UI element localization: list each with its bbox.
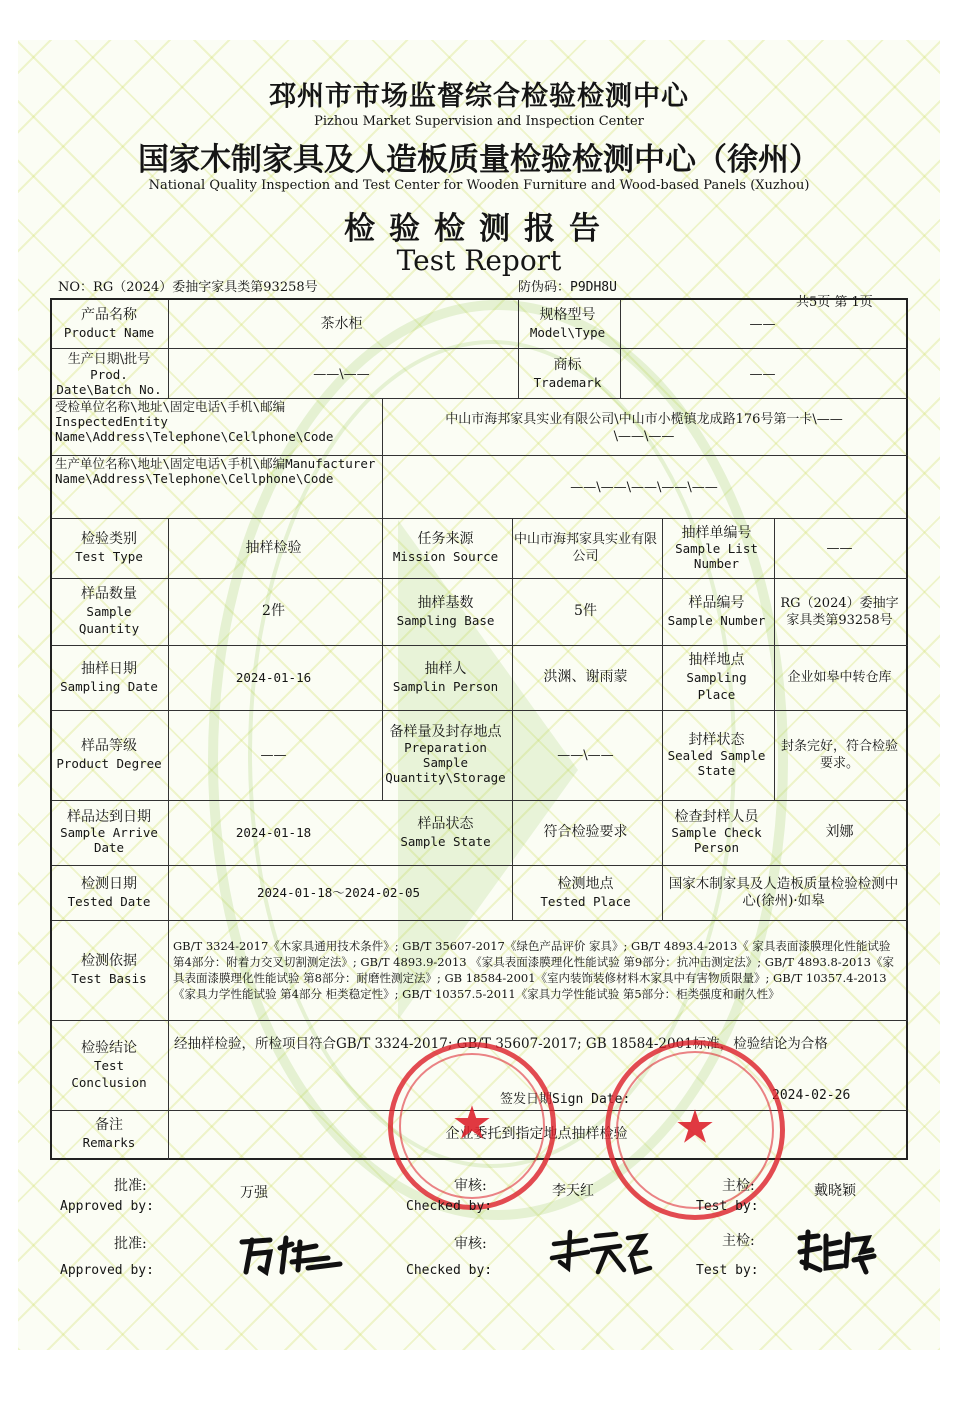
- model-value: ——: [749, 316, 776, 332]
- remarks-value: 企业委托到指定地点抽样检验: [445, 1125, 628, 1142]
- test-type-label: 检验类别 Test Type: [75, 531, 143, 564]
- tested-date-value: 2024-01-18～2024-02-05: [256, 885, 420, 900]
- check-label-en-2: Checked by:: [406, 1263, 493, 1278]
- tester-name: 戴晓颖: [814, 1183, 856, 1199]
- approve-label-cn-2: 批准:: [114, 1236, 147, 1252]
- trademark-value: ——: [749, 366, 776, 382]
- sign-date-value: 2024-02-26: [772, 1088, 851, 1103]
- manufacturer-value: ——\——\——\——\——: [570, 479, 718, 495]
- prod-date-value: ——\——: [313, 366, 370, 382]
- arrive-date-label: 样品达到日期 Sample Arrive Date: [60, 809, 158, 855]
- center-name-cn: 邳州市市场监督综合检验检测中心: [269, 81, 689, 112]
- arrive-date-value: 2024-01-18: [235, 825, 312, 840]
- sample-list-label: 抽样单编号 Sample List Number: [675, 524, 758, 571]
- test-basis-value: GB/T 3324-2017《木家具通用技术条件》; GB/T 35607-2017《绿色产品评价 家具》; GB/T 4893.4-2013《 家具表面漆膜理化性能试验 第4部分：附着力交叉切割测定法》; GB/T 4893.9-2013 《家具表面漆膜理化性能试验 第9部分：抗冲击测定法》; GB/T 4893.8-2013《家具表面漆膜理化性能试验 第8部分：耐磨性测定法》; GB 18584-2001《室内装饰装修材料木家具中有害物质限量》; GB/T 10357.4-2013《家具力学性能试验 第4部分 柜类稳定性》; GB/T 10357.5-2011《家具力学性能试验 第5部分：柜类强度和耐久性》: [173, 939, 894, 1001]
- product-name-label: 产品名称 Product Name: [63, 307, 155, 340]
- sample-state-label: 样品状态 Sample State: [400, 815, 491, 849]
- sealed-state-value: 封条完好，符合检验要求。: [780, 739, 898, 771]
- center-name-en: Pizhou Market Supervision and Inspection Center: [314, 114, 644, 129]
- check-person-label: 检查封样人员 Sample Check Person: [671, 809, 762, 855]
- tested-date-label: 检测日期 Tested Date: [67, 875, 151, 909]
- approve-label-cn: 批准:: [114, 1178, 147, 1194]
- checker-signature: [546, 1228, 656, 1282]
- anti-fake-code: 防伪码：P9DH8U: [518, 280, 617, 295]
- sampling-place-label: 抽样地点 Sampling Place: [686, 652, 747, 702]
- sampling-date-value: 2024-01-16: [235, 670, 312, 685]
- report-title-cn: 检验检测报告: [344, 211, 614, 247]
- checker-name: 李天红: [552, 1183, 594, 1199]
- sample-quantity-value: 2件: [262, 603, 285, 619]
- storage-label: 备样量及封存地点 Preparation Sample Quantity\Storage: [385, 724, 506, 785]
- test-label-cn: 主检:: [722, 1178, 755, 1194]
- sampling-base-label: 抽样基数 Sampling Base: [396, 594, 495, 628]
- sign-date-label: 签发日期Sign Date:: [500, 1092, 631, 1107]
- remarks-label: 备注 Remarks: [82, 1117, 136, 1150]
- sampling-place-value: 企业如皋中转仓库: [787, 670, 892, 685]
- sample-state-value: 符合检验要求: [543, 824, 628, 840]
- tested-place-label: 检测地点 Tested Place: [540, 875, 631, 909]
- report-number: NO：RG（2024）委抽字家具类第93258号: [58, 280, 318, 295]
- tester-signature: [796, 1230, 876, 1278]
- trademark-label: 商标 Trademark: [533, 357, 602, 390]
- tested-place-value: 国家木制家具及人造板质量检验检测中心(徐州)·如皋: [668, 875, 899, 909]
- sampling-date-label: 抽样日期 Sampling Date: [60, 660, 158, 694]
- inspected-entity-label: 受检单位名称\地址\固定电话\手机\邮编InspectedEntity Name\Address\Telephone\Cellphone\Code: [55, 399, 334, 444]
- sealed-state-label: 封样状态 Sealed Sample State: [667, 731, 766, 778]
- test-basis-label: 检测依据 Test Basis: [71, 953, 147, 986]
- conclusion-label: 检验结论 Test Conclusion: [71, 1039, 147, 1090]
- sampler-label: 抽样人 Samplin Person: [392, 660, 499, 694]
- product-name-value: 茶水柜: [320, 315, 363, 332]
- sample-number-label: 样品编号 Sample Number: [667, 594, 766, 628]
- conclusion-value: 经抽样检验，所检项目符合GB/T 3324-2017; GB/T 35607-2017; GB 18584-2001标准，检验结论为合格: [174, 1036, 828, 1052]
- sampling-base-value: 5件: [574, 603, 597, 619]
- prod-date-label: 生产日期\批号 Prod. Date\Batch No.: [56, 351, 162, 397]
- check-label-cn-2: 审核:: [454, 1236, 487, 1252]
- test-type-value: 抽样检验: [245, 539, 302, 556]
- approve-label-en: Approved by:: [60, 1199, 154, 1214]
- approve-label-en-2: Approved by:: [60, 1263, 154, 1278]
- test-label-en-2: Test by:: [696, 1263, 759, 1278]
- mission-source-label: 任务来源 Mission Source: [392, 531, 499, 564]
- sample-quantity-label: 样品数量 Sample Quantity: [78, 586, 140, 636]
- sampler-value: 洪渊、谢雨蒙: [543, 669, 628, 685]
- official-seal-right: [605, 1040, 785, 1220]
- sample-list-value: ——: [826, 540, 853, 556]
- check-label-en: Checked by:: [406, 1199, 493, 1214]
- national-center-en: National Quality Inspection and Test Center for Wooden Furniture and Wood-based Panels (Xuzhou): [148, 178, 810, 193]
- storage-value: ——\——: [557, 747, 614, 763]
- check-label-cn: 审核:: [454, 1178, 487, 1194]
- approver-signature: [236, 1228, 346, 1282]
- check-person-value: 刘娜: [825, 824, 854, 840]
- inspected-entity-value: 中山市海邦家具实业有限公司\中山市小榄镇龙成路176号第一卡\—— \——\——: [445, 411, 843, 444]
- page-indicator: 共5页 第 1页: [796, 295, 873, 310]
- product-degree-label: 样品等级 Product Degree: [56, 738, 162, 771]
- report-title-en: Test Report: [396, 244, 562, 277]
- model-label: 规格型号 Model\Type: [529, 307, 606, 340]
- test-label-en: Test by:: [696, 1199, 759, 1214]
- product-degree-value: ——: [260, 747, 287, 763]
- sample-number-value: RG（2024）委抽字家具类第93258号: [780, 595, 899, 628]
- seal-star-icon: ★: [451, 1095, 493, 1150]
- manufacturer-label: 生产单位名称\地址\固定电话\手机\邮编Manufacturer Name\Address\Telephone\Cellphone\Code: [55, 456, 376, 486]
- test-label-cn-2: 主检:: [722, 1233, 755, 1249]
- seal-star-icon: ★: [674, 1099, 716, 1154]
- mission-source-value: 中山市海邦家具实业有限公司: [514, 532, 658, 564]
- approver-name: 万强: [240, 1185, 268, 1201]
- national-center-cn: 国家木制家具及人造板质量检验检测中心（徐州）: [138, 142, 820, 178]
